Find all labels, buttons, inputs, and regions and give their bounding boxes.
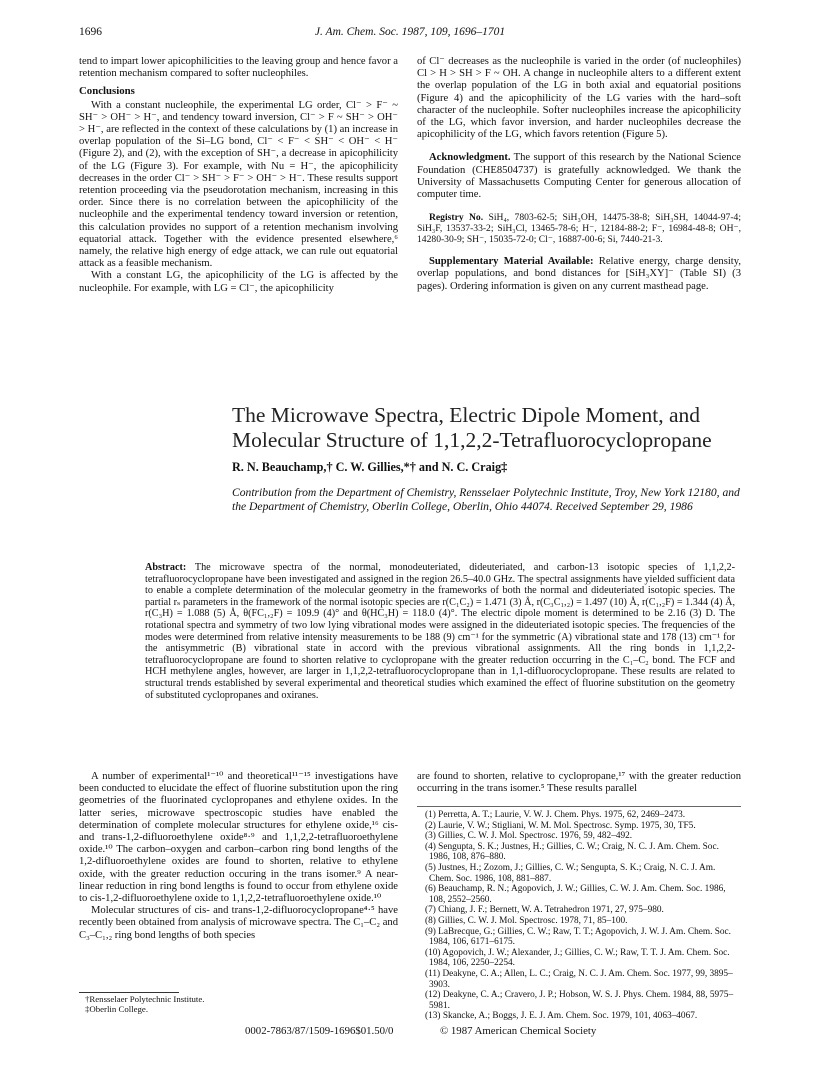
article-title — [232, 403, 752, 453]
supplementary-material — [417, 256, 741, 293]
issn-code: 0002-7863/87/1509-1696$01.50/0 — [245, 1025, 394, 1037]
affiliation: Contribution from the Department of Chemistry, Rensselaer Polytechnic Institute, Troy, New York 12180, and the Department of Chemistry, Oberlin College, Oberlin, Ohio 44074. Received September 29, 1986 — [232, 486, 740, 514]
bottom-right-column — [417, 771, 741, 795]
registry-label: Registry No. — [429, 212, 484, 224]
abstract-label: Abstract: — [145, 562, 187, 573]
acknowledgment-label: Acknowledgment. — [429, 152, 511, 164]
reference-item: (1) Perretta, A. T.; Laurie, V. W. J. Chem. Phys. 1975, 62, 2469–2473. — [425, 810, 686, 820]
reference-item: (5) Justnes, H.; Zozom, J.; Gillies, C. W.; Sengupta, S. K.; Craig, N. C. J. Am. Chem. Soc. 1986, 108, 881–887. — [425, 862, 716, 884]
reference-item: (12) Deakyne, C. A.; Cravero, J. P.; Hobson, W. S. J. Phys. Chem. 1984, 88, 5975–5981. — [425, 990, 734, 1011]
reference-item: (4) Sengupta, S. K.; Justnes, H.; Gillies, C. W.; Craig, N. C. J. Am. Chem. Soc. 1986, 108, 876–880. — [425, 841, 719, 863]
footnotes — [85, 994, 385, 1014]
bottom-left-column — [79, 771, 398, 942]
reference-item: (10) Agopovich, J. W.; Alexander, J.; Gillies, C. W.; Raw, T. T. J. Am. Chem. Soc. 1984, 106, 2250–2254. — [425, 947, 730, 969]
reference-item: (9) LaBrecque, G.; Gillies, C. W.; Raw, T. T.; Agopovich, J. W. J. Am. Chem. Soc. 1984, 106, 6171–6175. — [425, 926, 732, 948]
reference-item: (3) Gillies, C. W. J. Mol. Spectrosc. 1976, 59, 482–492. — [425, 831, 633, 842]
abstract-text: The microwave spectra of the normal, monodeuteriated, dideuteriated, and carbon-13 isotopic species of 1,1,2,2-tetrafluorocyclopropane have been investigated and assigned in the region 26.5–40.0 GHz. The spectral assignments have yielded sufficient data to enable a complete determination of the molecular geometry in the frameworks of both the normal and dideuteriated isotopic species. The partial rₛ parameters in the framework of the normal isotopic species are r(C₁C₂) = 1.471 (3) Å, r(C₃C₁,₂) = 1.497 (10) Å, r(C₁,₂F) = 1.344 (4) Å, r(C₃H) = 1.088 (5) Å, θ(FC₁,₂F) = 109.9 (4)° and θ(HC₃H) = 118.0 (4)°. The electric dipole moment is determined to be 2.16 (3) D. The rotational spectra and symmetry of two low lying vibrational modes were assigned in the dideuteriated isotopic species. The frequencies of the modes were determined from relative intensity measurements to be 188 (9) cm⁻¹ for the symmetric (A) vibrational state and 178 (13) cm⁻¹ for the antisymmetric (B) vibrational state in accord with the previous vibrational assignments. All the ring bonds in 1,1,2,2-tetrafluorocyclopropane are found to shorten relative to cyclopropane with the greater reduction occurring in the C₁–C₂ bond. The FCF and HCH methylene angles, however, are larger in 1,1,2,2-tetrafluorocyclopropane than in 1,1-difluorocyclopropane. These results are related to structural trends established by several experimental and theoretical studies which examined the effect of fluorine substitution on the geometry of substituted cyclopropanes and oxiranes. — [145, 562, 735, 701]
title-line: Molecular Structure of 1,1,2,2-Tetrafluorocyclopropane — [232, 428, 712, 452]
author-list: R. N. Beauchamp,† C. W. Gillies,*† and N. C. Craig‡ — [232, 460, 508, 474]
acknowledgment — [417, 152, 741, 201]
top-right-column — [417, 56, 741, 293]
reference-list — [425, 810, 741, 1022]
top-left-column — [79, 56, 398, 295]
abstract — [145, 562, 735, 701]
paragraph: are found to shorten, relative to cyclopropane,¹⁷ with the greater reduction occurring in the trans isomer.⁵ These results parallel — [417, 771, 741, 795]
page-number: 1696 — [79, 26, 102, 38]
paragraph: of Cl⁻ decreases as the nucleophile is varied in the order (of nucleophiles) Cl > H > SH > F ~ OH. A change in nucleophile alters to a different extent the overlap population of the LG in both axial and equatorial positions (Figure 4) and the apicophilicity of the LG varies with the hard–soft character of the nucleophile. Softer nucleophiles increase the apicophilicity of the LG, which favor inversion, and harder nucleophiles decrease the apicophilicity of the LG, which favors retention (Figure 5). — [417, 56, 741, 141]
footnote-rule — [79, 992, 179, 993]
paragraph: tend to impart lower apicophilicities to the leaving group and hence favor a retention mechanism compared to softer nucleophiles. — [79, 56, 398, 80]
title-line: The Microwave Spectra, Electric Dipole Moment, and — [232, 403, 701, 427]
running-header: J. Am. Chem. Soc. 1987, 109, 1696–1701 — [314, 26, 506, 38]
footnote: †Rensselaer Polytechnic Institute. — [85, 994, 205, 1004]
copyright: © 1987 American Chemical Society — [440, 1025, 597, 1037]
reference-item: (7) Chiang, J. F.; Bernett, W. A. Tetrahedron 1971, 27, 975–980. — [425, 905, 664, 916]
paragraph: Molecular structures of cis- and trans-1,2-difluorocyclopropane⁴·⁵ have recently been obtained from analysis of microwave spectra. The C₁–C₂ and C₃–C₁,₂ ring bond lengths of both species — [79, 905, 398, 941]
paragraph: A number of experimental¹⁻¹⁰ and theoretical¹¹⁻¹⁵ investigations have been conducted to elucidate the effect of fluorine substitution upon the ring geometries of the fluorinated cyclopropanes and ethylene oxides. In the latter series, microwave spectroscopic studies have enabled the determination of complete molecular structures for ethylene oxide,¹⁶ cis- and trans-1,2-difluoroethylene oxide⁸·⁹ and 1,1,2,2-tetrafluoroethylene oxide.¹⁰ The carbon–oxygen and carbon–carbon ring bond lengths of the 1,2-difluoroethylene oxides are found to shorten, relative to ethylene oxide, with the greater reduction occuring in the trans isomer.⁹ A near-linear reduction in ring bond lengths is found to occur from ethylene oxide to cis-1,2-difluoroethylene oxide to 1,1,2,2-tetrafluoroethylene oxide.¹⁰ — [79, 771, 398, 905]
reference-item: (6) Beauchamp, R. N.; Agopovich, J. W.; Gillies, C. W. J. Am. Chem. Soc. 1986, 108, 2552–2560. — [425, 884, 726, 905]
supplementary-text: Relative energy, charge density, overlap populations, and bond distances for [SiH₃XY]⁻ (Table SI) (3 pages). Ordering information is given on any current masthead page. — [417, 256, 741, 292]
reference-item: (8) Gillies, C. W. J. Mol. Spectrosc. 1978, 71, 85–100. — [425, 915, 628, 926]
registry-numbers — [417, 212, 741, 245]
reference-item: (13) Skancke, A.; Boggs, J. E. J. Am. Chem. Soc. 1979, 101, 4063–4067. — [425, 1011, 698, 1022]
reference-item: (2) Laurie, V. W.; Stigliani, W. M. Mol. Spectrosc. Symp. 1975, 30, TF5. — [425, 820, 696, 831]
references-rule — [417, 806, 741, 807]
footnote: ‡Oberlin College. — [85, 1004, 149, 1014]
registry-text: SiH₄, 7803-62-5; SiH₃OH, 14475-38-8; SiH₃SH, 14044-97-4; SiH₃F, 13537-33-2; SiH₃Cl, 13465-78-6; H⁻, 12184-88-2; F⁻, 16984-48-8; OH⁻, 14280-30-9; SH⁻, 15035-72-0; Cl⁻, 16887-00-6; Si, 7440-21-3. — [417, 212, 742, 246]
paragraph: With a constant nucleophile, the experimental LG order, Cl⁻ > F⁻ ~ SH⁻ > OH⁻ > H⁻, and tendency toward inversion, Cl⁻ > F ~ SH⁻ > OH⁻ > H⁻, are reflected in the context of these calculations by (1) an increase in overlap population of the Si–LG bond, Cl⁻ < F⁻ < SH⁻ < OH⁻ < H⁻ (Figure 2), and (2), with the exception of SH⁻, a decrease in apicophilicity of the LG (Figure 3). For example, with Nu = H⁻, the apicophilicity decreases in the order Cl⁻ > SH⁻ > F⁻ > OH⁻ > H⁻. These results support retention proceeding via the pseudorotation mechanism, increasing in this order. Since there is no correlation between the apicophilicity of the nucleophile and the experimental tendency toward inversion or retention, this calculation provides no support of a retention mechanism involving equatorial attack. Together with the evidence presented elsewhere,⁶ namely, the relative high energy of edge attack, we can rule out equatorial attack as a feasible mechanism. — [79, 99, 398, 270]
reference-item: (11) Deakyne, C. A.; Allen, L. C.; Craig, N. C. J. Am. Chem. Soc. 1977, 99, 3895–3903. — [425, 968, 733, 990]
section-heading: Conclusions — [79, 85, 135, 98]
supplementary-label: Supplementary Material Available: — [429, 256, 594, 268]
acknowledgment-text: The support of this research by the National Science Foundation (CHE8504737) is gratefully acknowledged. We thank the University of Massachusetts Computing Center for generous allocation of computer time. — [417, 152, 741, 201]
paragraph: With a constant LG, the apicophilicity of the LG is affected by the nucleophile. For example, with LG = Cl⁻, the apicophilicity — [79, 270, 398, 294]
